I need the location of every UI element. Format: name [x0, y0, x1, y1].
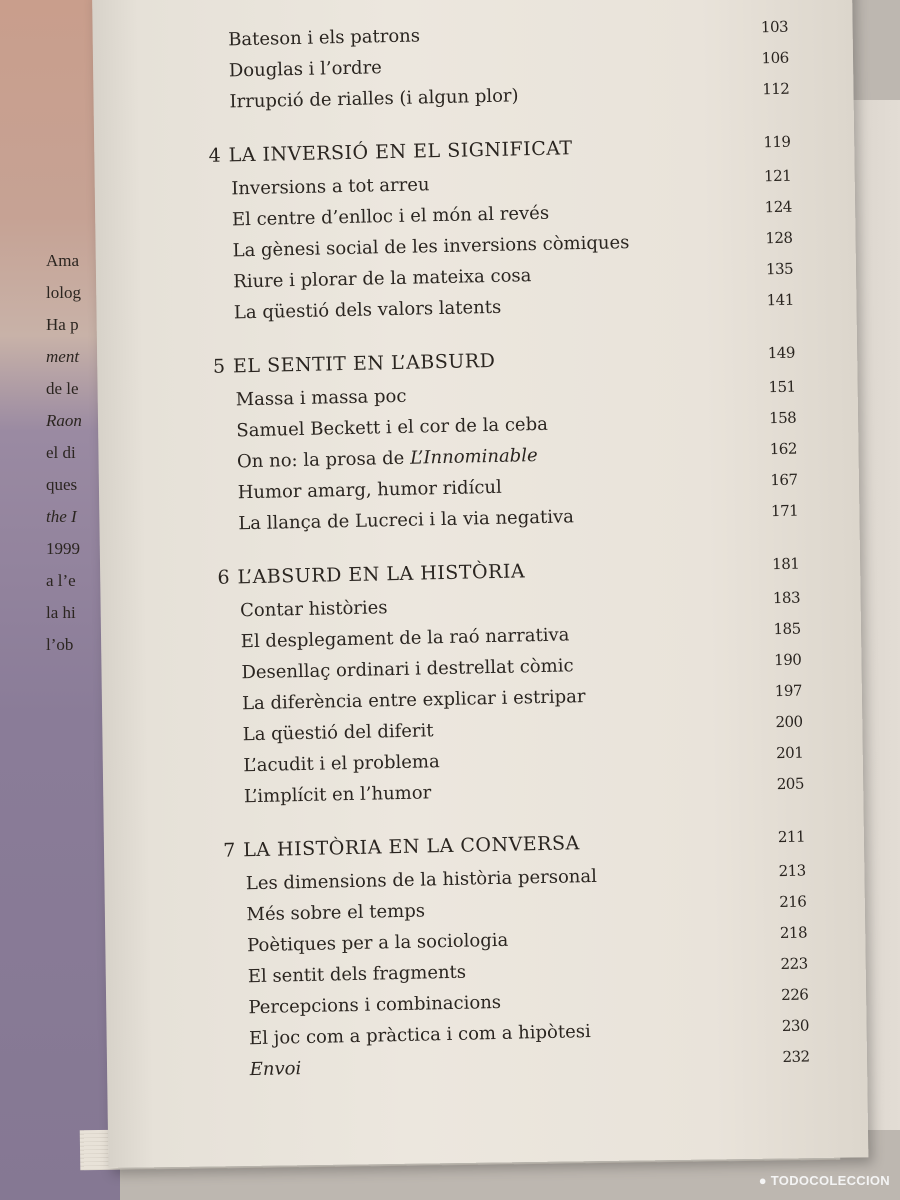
toc-entry-label [250, 1058, 302, 1080]
toc-entry-text: La gènesi social de les inversions còmiques [232, 232, 630, 262]
left-book-line: el di [46, 443, 76, 462]
toc-entry-page: 103 [760, 17, 789, 37]
toc-entry-text: La qüestió dels valors latents [233, 296, 502, 324]
toc-entry-page: 121 [763, 166, 792, 186]
toc-entry-page: 205 [776, 774, 805, 794]
toc-entry-text: L’implícit en l’humor [243, 782, 432, 808]
toc-entry-page: 185 [773, 619, 801, 639]
toc-entry-text: La diferència entre explicar i estripar [241, 686, 586, 715]
toc-entry-label [228, 25, 420, 50]
toc-entry-text: Douglas i l’ordre [228, 57, 383, 82]
toc-entry-text: Percepcions i combinacions [248, 991, 502, 1019]
toc-entry-page: 226 [781, 985, 809, 1005]
toc-entry-page: 232 [782, 1047, 810, 1067]
toc-entry-page: 230 [781, 1016, 810, 1036]
toc-entry-label [248, 962, 467, 988]
toc-entry-label [240, 597, 388, 621]
toc-entry-page: 218 [779, 923, 808, 943]
toc-entry-page: 141 [766, 290, 794, 310]
left-book-line: the I [46, 507, 77, 526]
chapter-page: 211 [777, 827, 806, 847]
toc-entry-page: 151 [768, 377, 796, 397]
toc-entry-page: 112 [762, 79, 790, 99]
toc-entry-text: L’acudit i el problema [243, 751, 440, 777]
left-book-line: Ama [46, 251, 80, 270]
left-book-line: de le [46, 379, 79, 398]
toc-entry-label [243, 720, 434, 745]
chapter-page: 181 [771, 554, 800, 574]
chapter-title: LA HISTÒRIA EN LA CONVERSA [242, 832, 580, 862]
toc-entry-page: 158 [768, 408, 797, 428]
toc-entry-text: La llança de Lucreci i la via negativa [238, 506, 575, 535]
chapter-number: 5 [212, 355, 226, 378]
toc-entry-text: Les dimensions de la història personal [245, 865, 598, 895]
toc-entry-page: 216 [779, 892, 807, 912]
toc-entry-label [244, 782, 432, 807]
toc-entry-page: 183 [772, 588, 801, 608]
toc-entry-text: Riure i plorar de la mateixa cosa [233, 265, 532, 293]
toc-entry-page: 223 [780, 954, 808, 974]
left-book-line: a l’e [46, 571, 76, 590]
watermark-dot-icon: ● [758, 1173, 767, 1188]
left-book-line: Raon [46, 411, 82, 430]
chapter-number: 7 [222, 839, 236, 862]
chapter-title: LA INVERSIÓ EN EL SIGNIFICAT [228, 137, 573, 167]
toc-entry-page: 106 [761, 48, 789, 68]
toc-entry-page: 167 [770, 470, 798, 490]
toc-entry-page: 135 [765, 259, 794, 279]
toc-entry-page: 171 [770, 501, 799, 521]
toc-entry-text: Contar històries [239, 597, 388, 622]
chapter-title: L’ABSURD EN LA HISTÒRIA [237, 560, 526, 589]
toc-entry-text: Més sobre el temps [246, 900, 426, 926]
toc-entry-text: El sentit dels fragments [247, 961, 467, 988]
toc-entry-label [246, 900, 425, 925]
toc-entry-label [248, 992, 501, 1018]
toc-entry-text: Samuel Beckett i el cor de la ceba [236, 413, 549, 442]
toc-entry-text: La qüestió del diferit [242, 720, 434, 746]
toc-entry-page: 200 [775, 712, 803, 732]
toc-entry-text: Desenllaç ordinari i destrellat còmic [241, 655, 574, 684]
toc-entry-label [237, 477, 502, 504]
toc-entry-label [234, 297, 502, 324]
toc-entry-label [236, 386, 407, 411]
toc-entry-italic-title: L’Innominable [409, 445, 538, 469]
left-book-line: la hi [46, 603, 76, 622]
toc-entry-page: 162 [769, 439, 798, 459]
toc-entry-page: 128 [765, 228, 793, 248]
toc-entry-page: 197 [774, 681, 803, 701]
toc-entry-text: Humor amarg, humor ridícul [237, 476, 502, 504]
toc-entry-text: El centre d’enlloc i el món al revés [231, 202, 550, 231]
toc-entry-label [229, 57, 382, 81]
toc-entry-label [247, 930, 508, 956]
toc-entry-italic-title: Envoi [249, 1058, 302, 1081]
toc-entry-text: Massa i massa poc [235, 385, 407, 411]
toc-entry-text: On no: la prosa de [236, 447, 411, 473]
toc-entry-page: 190 [773, 650, 802, 670]
watermark [759, 1173, 890, 1188]
left-book-line: ment [46, 347, 80, 366]
toc-entry-page: 124 [764, 197, 793, 217]
toc-entry-label [231, 174, 430, 199]
left-book-line: Ha p [46, 315, 79, 334]
toc-entry-page: 213 [778, 861, 806, 881]
left-book-line: ques [46, 475, 78, 494]
toc-entry-text: El joc com a pràctica i com a hipòtesi [248, 1021, 591, 1050]
left-book-line: l’ob [46, 635, 74, 654]
toc-entry-text: Poètiques per a la sociologia [246, 929, 509, 957]
toc-entry-label [243, 751, 440, 776]
chapter-page: 149 [767, 343, 796, 363]
left-book-line: lolog [46, 283, 81, 302]
left-book-line: 1999 [46, 539, 80, 558]
chapter-title: EL SENTIT EN L’ABSURD [232, 349, 496, 378]
toc-entry-text: Inversions a tot arreu [231, 174, 430, 200]
chapter-number: 4 [208, 144, 221, 167]
chapter-page: 119 [763, 132, 791, 152]
toc-entry-page: 201 [775, 743, 804, 763]
chapter-number: 6 [217, 566, 230, 589]
toc-entry-text: El desplegament de la raó narrativa [240, 624, 570, 653]
watermark-text: TODOCOLECCION [770, 1173, 890, 1188]
toc-entry-text: Irrupció de rialles (i algun plor) [229, 85, 519, 113]
toc-entry-text: Bateson i els patrons [227, 25, 421, 51]
